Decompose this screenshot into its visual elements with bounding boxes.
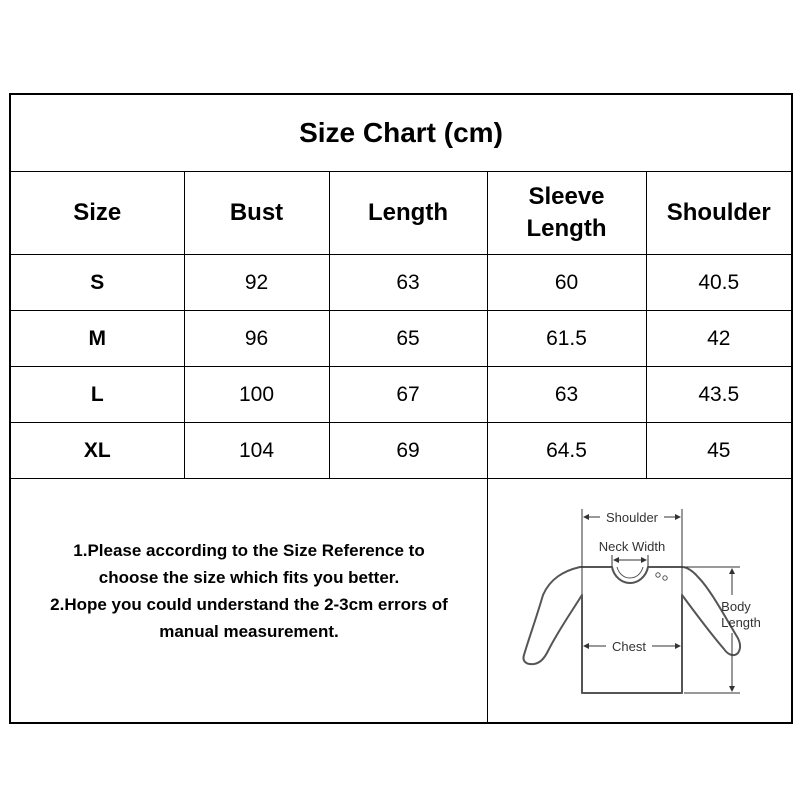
- neck-arrowhead-right: [641, 557, 647, 563]
- shoulder-cell: 45: [646, 423, 791, 479]
- body-length-label-1: Body: [721, 599, 751, 614]
- table-row: [11, 255, 791, 311]
- header-length: [329, 172, 487, 255]
- header-sleeve-length: [487, 172, 646, 255]
- shoulder-cell: 43.5: [646, 367, 791, 423]
- header-size: [11, 172, 184, 255]
- size-table: [11, 171, 791, 479]
- size-cell: L: [11, 367, 184, 423]
- length-cell: 67: [329, 367, 487, 423]
- header-shoulder-label: Shoulder: [666, 198, 771, 226]
- length-cell: 63: [329, 255, 487, 311]
- shoulder-arrowhead-left: [583, 514, 589, 520]
- sweater-diagram-svg: [488, 471, 791, 722]
- title-row: [11, 95, 791, 172]
- notes-text: [50, 537, 448, 645]
- header-length-label: Length: [368, 198, 448, 226]
- size-cell: M: [11, 311, 184, 367]
- sweater-body-outline: [523, 567, 740, 693]
- body-length-arrowhead-top: [729, 568, 735, 574]
- note-line: manual measurement.: [159, 621, 339, 641]
- chest-label: Chest: [612, 639, 646, 654]
- header-sleeve-label-1: Sleeve: [528, 182, 605, 210]
- neckline-inner: [617, 567, 643, 578]
- header-bust-label: Bust: [229, 198, 284, 226]
- bust-cell: 100: [184, 367, 329, 423]
- header-bust: [184, 172, 329, 255]
- note-line: 1.Please according to the Size Reference to: [73, 540, 425, 560]
- header-sleeve-label-2: Length: [526, 215, 607, 242]
- note-line: 2.Hope you could understand the 2-3cm errors of: [50, 594, 448, 614]
- length-cell: 69: [329, 423, 487, 479]
- sleeve-length-cell: 60: [487, 255, 646, 311]
- size-chart: [9, 93, 793, 724]
- bust-cell: 96: [184, 311, 329, 367]
- neck-arrowhead-left: [613, 557, 619, 563]
- sleeve-length-cell: 61.5: [487, 311, 646, 367]
- header-row: [11, 172, 791, 255]
- shoulder-arrowhead-right: [675, 514, 681, 520]
- shoulder-cell: 42: [646, 311, 791, 367]
- sleeve-length-cell: 63: [487, 367, 646, 423]
- shoulder-cell: 40.5: [646, 255, 791, 311]
- neck-width-label: Neck Width: [598, 539, 666, 554]
- body-length-label-2: Length: [721, 615, 761, 630]
- note-line: choose the size which fits you better.: [98, 567, 400, 587]
- notes-panel: [11, 471, 487, 722]
- body-length-arrowhead-bottom: [729, 686, 735, 692]
- table-row: [11, 367, 791, 423]
- bust-cell: 92: [184, 255, 329, 311]
- chart-title: Size Chart (cm): [299, 117, 503, 148]
- header-size-label: Size: [73, 198, 122, 226]
- sleeve-length-cell: 64.5: [487, 423, 646, 479]
- measurement-diagram: [487, 471, 791, 722]
- size-cell: XL: [11, 423, 184, 479]
- table-row: [11, 311, 791, 367]
- length-cell: 65: [329, 311, 487, 367]
- shoulder-label: Shoulder: [605, 510, 659, 525]
- header-shoulder: [646, 172, 791, 255]
- bust-cell: 104: [184, 423, 329, 479]
- size-cell: S: [11, 255, 184, 311]
